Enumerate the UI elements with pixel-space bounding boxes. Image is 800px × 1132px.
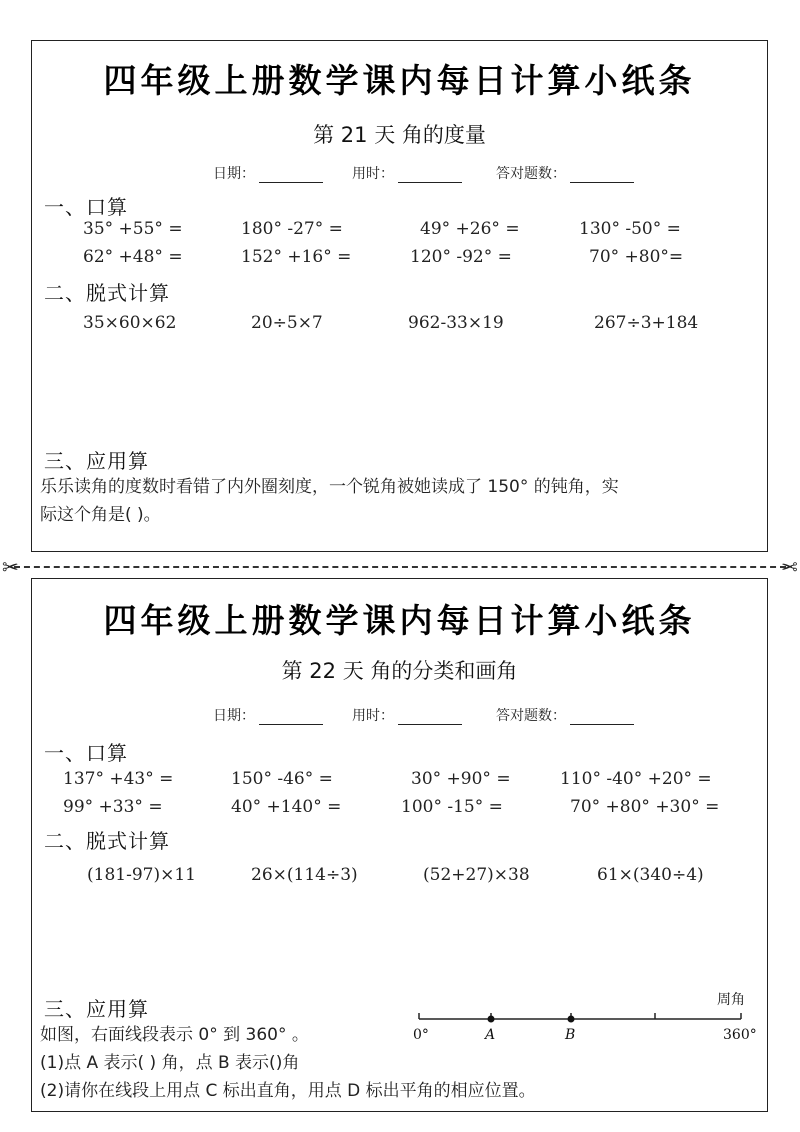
- oral-item: 35° +55° =: [83, 219, 183, 239]
- date-label: 日期：: [213, 708, 255, 724]
- problem-intro: 如图，右面线段表示 0° 到 360° 。: [40, 1025, 309, 1045]
- correct-count-field: [496, 163, 634, 183]
- cut-line: [0, 556, 800, 578]
- calc-item: (181-97)×11: [87, 865, 196, 885]
- oral-item: 120° -92° =: [410, 247, 512, 267]
- point-a-dot: [488, 1016, 495, 1023]
- calc-item: 35×60×62: [83, 313, 177, 333]
- oral-item: 70° +80°=: [589, 247, 684, 267]
- section-application-title: 三、应用算: [44, 997, 149, 1021]
- date-blank[interactable]: [259, 168, 323, 183]
- section-step-calc-title: 二、脱式计算: [44, 281, 170, 305]
- date-blank[interactable]: [259, 710, 323, 725]
- scissors-icon: ✂: [2, 555, 19, 579]
- slip-subtitle: 第 22 天 角的分类和画角: [281, 659, 518, 683]
- calc-slip-day22: [31, 578, 768, 1112]
- number-line-svg: [413, 987, 753, 1049]
- slip-subtitle: 第 21 天 角的度量: [313, 123, 486, 147]
- point-b-dot: [568, 1016, 575, 1023]
- point-a-label: A: [485, 1027, 496, 1043]
- section-application-title: 三、应用算: [44, 449, 149, 473]
- point-b-label: B: [565, 1027, 576, 1043]
- time-field: [352, 705, 462, 725]
- oral-item: 99° +33° =: [63, 797, 163, 817]
- correct-count-field: [496, 705, 634, 725]
- start-label: 0°: [413, 1027, 429, 1043]
- oral-item: 49° +26° =: [420, 219, 520, 239]
- problem-question-1: (1)点 A 表示( ) 角，点 B 表示()角: [40, 1053, 300, 1073]
- oral-item: 110° -40° +20° =: [560, 769, 712, 789]
- calc-item: 61×(340÷4): [597, 865, 704, 885]
- oral-item: 130° -50° =: [579, 219, 681, 239]
- oral-item: 70° +80° +30° =: [570, 797, 720, 817]
- angle-number-line: [413, 987, 757, 1049]
- time-label: 用时：: [352, 708, 394, 724]
- time-blank[interactable]: [398, 710, 462, 725]
- correct-count-blank[interactable]: [570, 710, 634, 725]
- problem-question-2: (2)请你在线段上用点 C 标出直角，用点 D 标出平角的相应位置。: [40, 1081, 536, 1101]
- time-label: 用时：: [352, 166, 394, 182]
- full-angle-label: 周角: [717, 992, 745, 1008]
- oral-item: 30° +90° =: [411, 769, 511, 789]
- dashed-cut-line: [14, 566, 786, 568]
- oral-item: 180° -27° =: [241, 219, 343, 239]
- time-blank[interactable]: [398, 168, 462, 183]
- oral-item: 152° +16° =: [241, 247, 352, 267]
- correct-count-label: 答对题数：: [496, 166, 566, 182]
- time-field: [352, 163, 462, 183]
- calc-item: 26×(114÷3): [251, 865, 358, 885]
- oral-item: 137° +43° =: [63, 769, 174, 789]
- word-problem-line: 际这个角是( )。: [40, 505, 161, 525]
- section-step-calc-title: 二、脱式计算: [44, 829, 170, 853]
- calc-item: 20÷5×7: [251, 313, 323, 333]
- date-field: [213, 705, 323, 725]
- slip-title: 四年级上册数学课内每日计算小纸条: [103, 61, 696, 100]
- word-problem-line: 乐乐读角的度数时看错了内外圈刻度，一个锐角被她读成了 150° 的钝角，实: [40, 477, 619, 497]
- scissors-icon: ✂: [781, 555, 798, 579]
- oral-item: 150° -46° =: [231, 769, 333, 789]
- section-oral-title: 一、口算: [44, 195, 128, 219]
- calc-item: 962-33×19: [408, 313, 504, 333]
- calc-item: 267÷3+184: [594, 313, 699, 333]
- correct-count-label: 答对题数：: [496, 708, 566, 724]
- calc-slip-day21: [31, 40, 768, 552]
- slip-title: 四年级上册数学课内每日计算小纸条: [103, 601, 696, 640]
- correct-count-blank[interactable]: [570, 168, 634, 183]
- calc-item: (52+27)×38: [423, 865, 530, 885]
- end-label: 360°: [723, 1027, 757, 1043]
- oral-item: 40° +140° =: [231, 797, 342, 817]
- date-field: [213, 163, 323, 183]
- date-label: 日期：: [213, 166, 255, 182]
- oral-item: 100° -15° =: [401, 797, 503, 817]
- section-oral-title: 一、口算: [44, 741, 128, 765]
- oral-item: 62° +48° =: [83, 247, 183, 267]
